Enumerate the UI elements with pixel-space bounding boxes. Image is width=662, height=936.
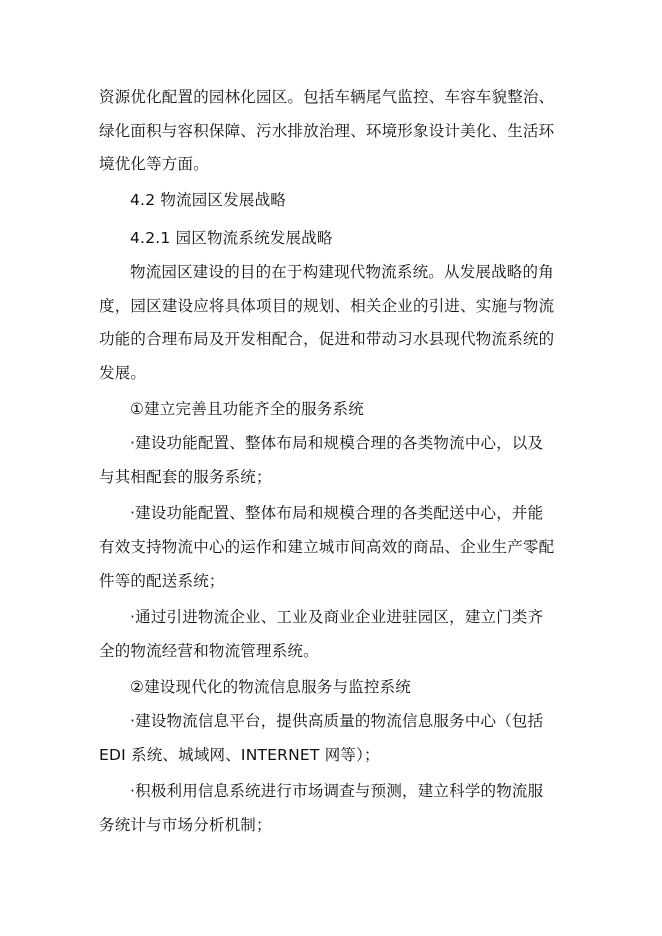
item-1-bullet-2-line-3: 件等的配送系统；	[99, 572, 225, 590]
item-2-bullet-2-line-2: 务统计与市场分析机制；	[99, 816, 272, 834]
section-heading: 4.2 物流园区发展战略	[130, 191, 286, 209]
item-2-bullet-1-line-2: EDI 系统、城域网、INTERNET 网等）；	[99, 746, 380, 764]
intro-line-3: 境优化等方面。	[99, 155, 209, 173]
strategy-line-4: 发展。	[99, 364, 147, 382]
item-1-bullet-3-line-1: ·通过引进物流企业、工业及商业企业进驻园区，建立门类齐	[130, 608, 544, 626]
item-2-bullet-1-line-1: ·建设物流信息平台，提供高质量的物流信息服务中心（包括	[130, 712, 544, 730]
item-1-bullet-1-line-2: 与其相配套的服务系统；	[99, 468, 272, 486]
strategy-line-1: 物流园区建设的目的在于构建现代物流系统。从发展战略的角	[130, 263, 554, 281]
strategy-line-3: 功能的合理布局及开发相配合，促进和带动习水县现代物流系统的	[99, 330, 555, 348]
intro-line-1: 资源优化配置的园林化园区。包括车辆尾气监控、车容车貌整治、	[99, 88, 555, 106]
item-1-bullet-2-line-2: 有效支持物流中心的运作和建立城市间高效的商品、企业生产零配	[99, 538, 555, 556]
intro-line-2: 绿化面积与容积保障、污水排放治理、环境形象设计美化、生活环	[99, 122, 555, 140]
item-1-bullet-3-line-2: 全的物流经营和物流管理系统。	[99, 642, 319, 660]
strategy-line-2: 度，园区建设应将具体项目的规划、相关企业的引进、实施与物流	[99, 297, 555, 315]
item-2-bullet-2-line-1: ·积极利用信息系统进行市场调查与预测，建立科学的物流服	[130, 782, 544, 800]
item-1-heading: ①建立完善且功能齐全的服务系统	[130, 400, 364, 418]
item-1-bullet-1-line-1: ·建设功能配置、整体布局和规模合理的各类物流中心，以及	[130, 434, 544, 452]
item-1-bullet-2-line-1: ·建设功能配置、整体布局和规模合理的各类配送中心，并能	[130, 504, 544, 522]
item-2-heading: ②建设现代化的物流信息服务与监控系统	[130, 678, 411, 696]
subsection-heading: 4.2.1 园区物流系统发展战略	[130, 229, 333, 247]
